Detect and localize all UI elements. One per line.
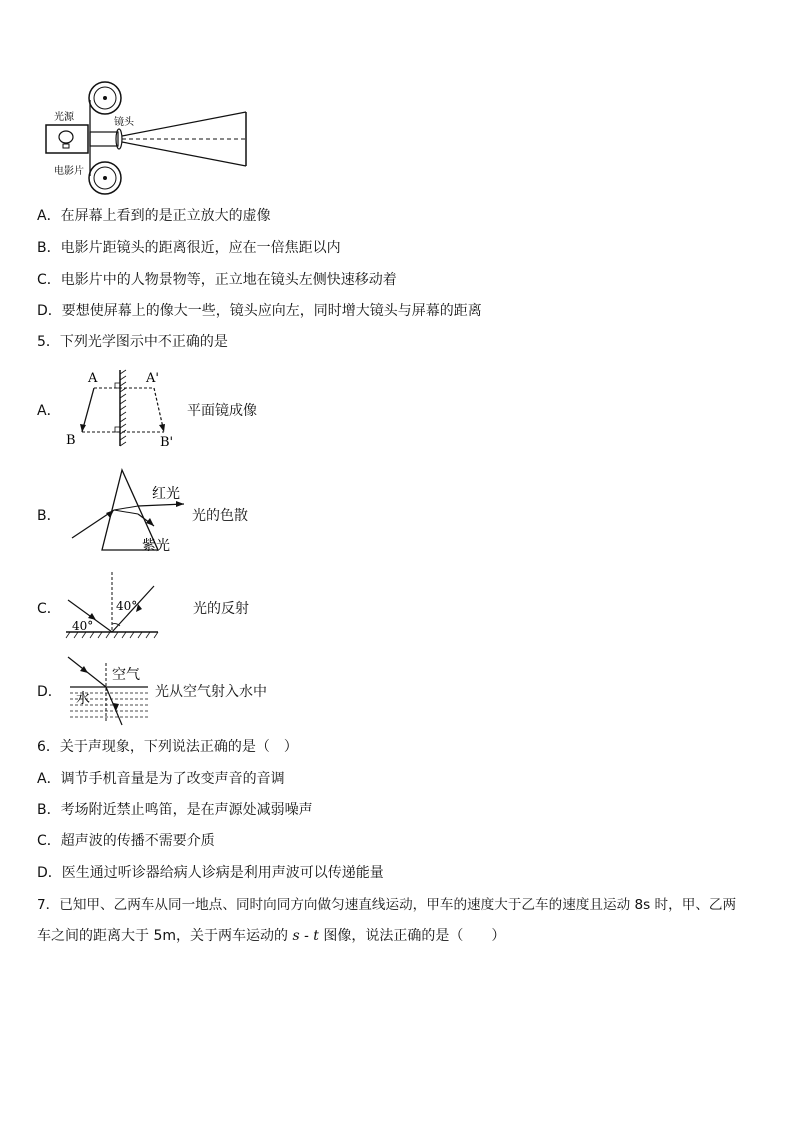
q7-st-symbol: s - t: [292, 928, 319, 944]
q4-option-d: D．要想使屏幕上的像大一些，镜头应向左，同时增大镜头与屏幕的距离: [37, 303, 482, 319]
label-red-light: 红光: [152, 486, 180, 502]
label-angle-reflection: 40°: [116, 599, 138, 613]
q5-option-c-caption: 光的反射: [193, 601, 249, 617]
label-a: A: [88, 371, 98, 386]
label-lens: 镜头: [114, 117, 134, 128]
q7-stem-line1: 7．已知甲、乙两车从同一地点、同时向同方向做匀速直线运动，甲车的速度大于乙车的速度且运动 8s 时，甲、乙两: [37, 897, 737, 913]
q6-option-d: D．医生通过听诊器给病人诊病是利用声波可以传递能量: [37, 865, 384, 881]
plane-mirror-diagram: [62, 366, 182, 450]
label-violet-light: 紫光: [142, 538, 170, 554]
q5-option-b-letter: B．: [37, 508, 61, 524]
label-light-source: 光源: [54, 112, 74, 123]
label-a-prime: A': [146, 371, 159, 386]
q7-stem-line2-b: 图像，说法正确的是（ ）: [318, 928, 506, 944]
label-b: B: [66, 433, 76, 448]
q4-option-b: B．电影片距镜头的距离很近，应在一倍焦距以内: [37, 240, 341, 256]
q5-option-c-letter: C．: [37, 601, 61, 617]
label-b-prime: B': [160, 435, 174, 450]
q5-option-d-letter: D．: [37, 684, 62, 700]
q6-option-a: A．调节手机音量是为了改变声音的音调: [37, 771, 285, 787]
label-angle-incidence: 40°: [72, 619, 94, 633]
q7-stem-line2: [37, 927, 505, 945]
q4-option-c: C．电影片中的人物景物等，正立地在镜头左侧快速移动着: [37, 272, 397, 288]
reflection-diagram: [62, 568, 172, 642]
label-air: 空气: [112, 667, 140, 683]
prism-dispersion-diagram: [62, 466, 192, 556]
label-water: 水: [76, 691, 90, 707]
refraction-diagram: [62, 653, 152, 727]
q5-stem: 5．下列光学图示中不正确的是: [37, 334, 228, 350]
q5-option-b-caption: 光的色散: [192, 508, 248, 524]
q5-option-a-letter: A．: [37, 403, 61, 419]
q7-stem-line2-a: 车之间的距离大于 5m，关于两车运动的: [37, 928, 293, 944]
q6-option-b: B．考场附近禁止鸣笛，是在声源处减弱噪声: [37, 802, 313, 818]
projector-diagram: [40, 78, 260, 196]
q5-option-d-caption: 光从空气射入水中: [155, 684, 267, 700]
label-film: 电影片: [54, 166, 84, 177]
q4-option-a: A．在屏幕上看到的是正立放大的虚像: [37, 208, 271, 224]
q6-option-c: C．超声波的传播不需要介质: [37, 833, 215, 849]
q6-stem: 6．关于声现象，下列说法正确的是（ ）: [37, 739, 298, 755]
q5-option-a-caption: 平面镜成像: [187, 403, 257, 419]
